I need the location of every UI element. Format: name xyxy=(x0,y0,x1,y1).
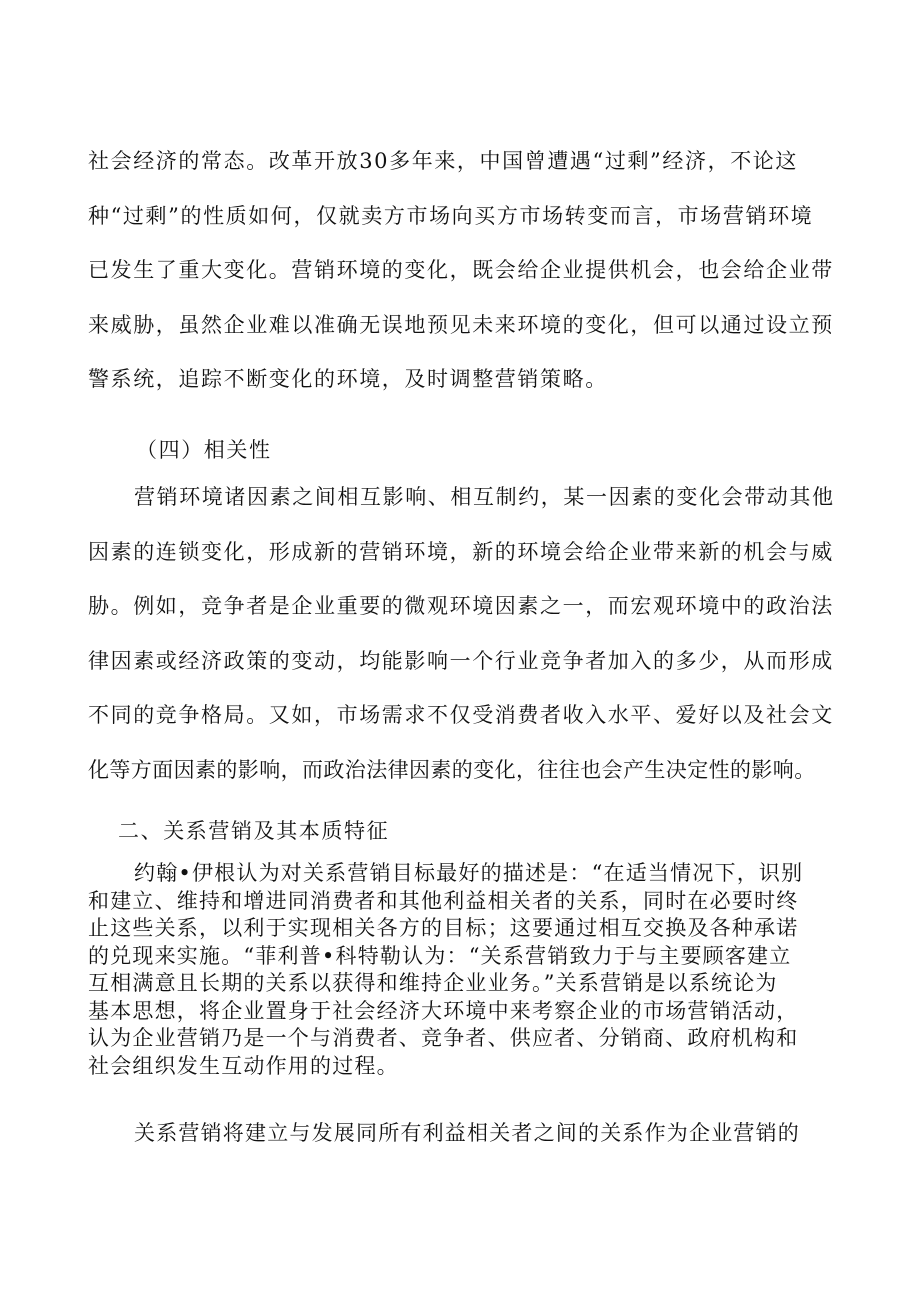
paragraph-relationship-marketing-core xyxy=(88,1120,844,1148)
paragraph-relevance xyxy=(88,470,844,797)
section-heading-relationship-marketing: 二、关系营销及其本质特征 xyxy=(118,819,390,843)
text-line: 化等方面因素的影响，而政治法律因素的变化，往往也会产生决定性的影响。 xyxy=(88,757,816,782)
paragraph-market-environment-change xyxy=(88,134,844,407)
subsection-heading-relevance: （四）相关性 xyxy=(136,438,272,462)
text-line: 种“过剩”的性质如何，仅就卖方市场向买方市场转变而言，市场营销环境 xyxy=(88,203,814,228)
text-line: 社会经济的常态。改革开放30多年来，中国曾遭遇“过剩”经济，不论这 xyxy=(88,149,798,173)
paragraph-relationship-marketing-definition xyxy=(88,860,844,1080)
text-line: 营销环境诸因素之间相互影响、相互制约，某一因素的变化会带动其他 xyxy=(134,485,835,509)
text-line: 警系统，追踪不断变化的环境，及时调整营销策略。 xyxy=(88,367,608,391)
text-line: 互相满意且长期的关系以获得和维持企业业务。”关系营销是以系统论为 xyxy=(88,971,778,995)
text-line: 不同的竞争格局。又如，市场需求不仅受消费者收入水平、爱好以及社会文 xyxy=(88,703,834,727)
text-line: 社会组织发生互动作用的过程。 xyxy=(88,1053,399,1078)
text-line: 约翰•伊根认为对关系营销目标最好的描述是：“在适当情况下，识别 xyxy=(134,861,804,885)
text-line: 认为企业营销乃是一个与消费者、竞争者、供应者、分销商、政府机构和 xyxy=(88,1026,799,1050)
text-line: 来威胁，虽然企业难以准确无误地预见未来环境的变化，但可以通过设立预 xyxy=(88,312,834,337)
text-line: 胁。例如，竞争者是企业重要的微观环境因素之一，而宏观环境中的政治法 xyxy=(88,594,834,618)
text-line: 的兑现来实施。“菲利普•科特勒认为：“关系营销致力于与主要顾客建立 xyxy=(88,943,792,968)
text-line: 因素的连锁变化，形成新的营销环境，新的环境会给企业带来新的机会与威 xyxy=(88,539,834,564)
text-line: 和建立、维持和增进同消费者和其他利益相关者的关系，同时在必要时终 xyxy=(88,888,799,913)
text-line: 律因素或经济政策的变动，均能影响一个行业竞争者加入的多少，从而形成 xyxy=(88,648,834,673)
text-line: 关系营销将建立与发展同所有利益相关者之间的关系作为企业营销的 xyxy=(134,1121,800,1145)
text-line: 基本思想，将企业置身于社会经济大环境中来考察企业的市场营销活动， xyxy=(88,998,799,1023)
text-line: 止这些关系，以利于实现相关各方的目标；这要通过相互交换及各种承诺 xyxy=(88,916,799,940)
text-line: 已发生了重大变化。营销环境的变化，既会给企业提供机会，也会给企业带 xyxy=(88,258,834,282)
